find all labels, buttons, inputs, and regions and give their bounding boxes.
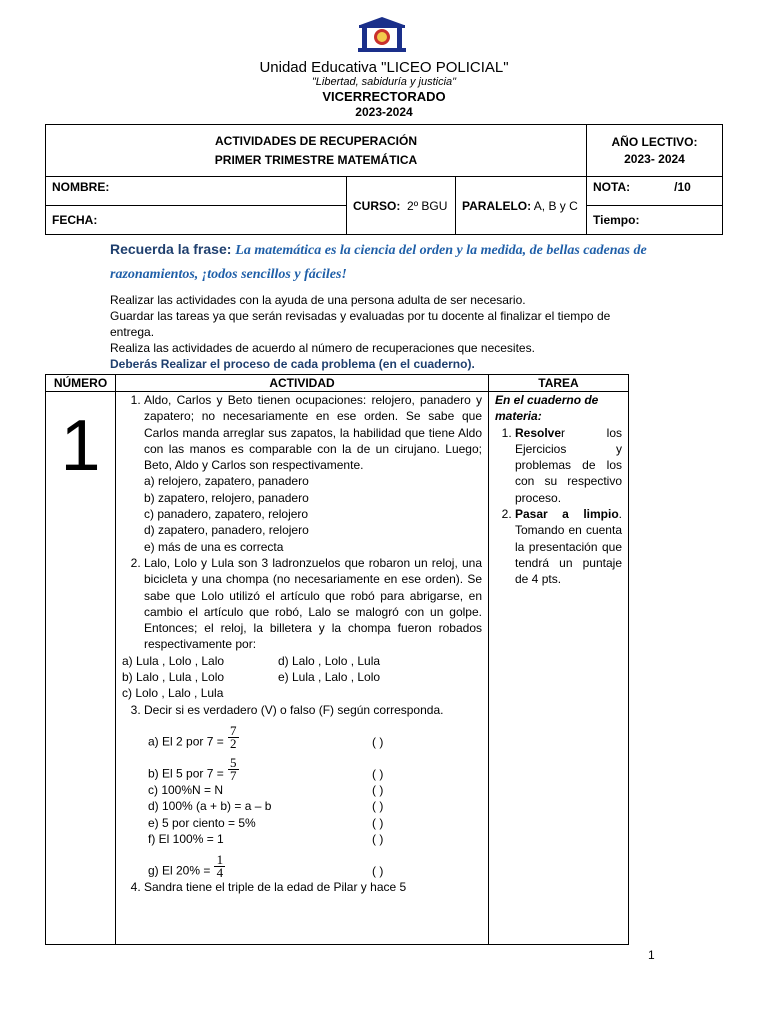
option: e) Lula , Lalo , Lolo xyxy=(278,670,381,685)
tarea-1-rest: r los Ejercicios y problemas de los con su respectivo proceso. xyxy=(515,425,622,505)
school-logo xyxy=(356,16,408,54)
tf-statement: a) El 2 por 7 = xyxy=(148,734,224,749)
tf-statement: f) El 100% = 1 xyxy=(148,831,224,846)
anio-label: AÑO LECTIVO: xyxy=(611,134,698,149)
nota-label: NOTA: xyxy=(593,180,631,194)
curso-label: CURSO: xyxy=(353,198,401,213)
header-actividad: ACTIVIDAD xyxy=(116,375,489,392)
tarea-heading: En el cuaderno de materia: xyxy=(495,393,599,424)
answer-blank[interactable]: ( ) xyxy=(372,766,384,781)
tarea-2-rest: . Tomando en cuenta la presentación que tendrá un puntaje de 4 pts. xyxy=(515,507,622,587)
question-1-options xyxy=(144,473,482,554)
fecha-label: FECHA: xyxy=(52,213,98,227)
question-2-text: Lalo, Lolo y Lula son 3 ladronzuelos que robaron un reloj, una bicicleta y una chompa (no necesariamente en ese orden). Se sabe que Lolo utilizó el artículo que robó para abrigarse, en cambio el artículo que robó, Lalo se malogró con un golpe. Entonces; el reloj, la billetera y la chompa fueron robados respectivamente por: xyxy=(144,555,482,652)
nota-field[interactable] xyxy=(587,177,723,206)
answer-blank[interactable]: ( ) xyxy=(372,799,384,814)
header-tarea: TAREA xyxy=(489,375,629,392)
page-number: 1 xyxy=(648,948,655,962)
paralelo-value: A, B y C xyxy=(533,198,578,213)
activity-cell xyxy=(116,392,489,945)
question-4 xyxy=(144,879,482,895)
option: a) Lula , Lolo , Lalo xyxy=(122,653,225,668)
tf-statement: b) El 5 por 7 = xyxy=(148,766,224,781)
tf-item-b xyxy=(148,750,482,782)
fraction-numerator: 5 xyxy=(229,754,237,770)
fraction-denominator: 7 xyxy=(229,767,237,783)
tf-item-c xyxy=(148,782,482,798)
fecha-field[interactable] xyxy=(46,206,347,235)
tf-item-g xyxy=(148,847,482,879)
title-line-2: PRIMER TRIMESTRE MATEMÁTICA xyxy=(214,152,418,167)
fraction-numerator: 1 xyxy=(216,852,224,868)
tf-item-a xyxy=(148,718,482,750)
option: b) Lalo , Lula , Lolo xyxy=(122,670,225,685)
question-list xyxy=(122,392,482,895)
fraction xyxy=(228,722,239,751)
tiempo-field[interactable] xyxy=(587,206,723,235)
tf-statement: e) 5 por ciento = 5% xyxy=(148,815,256,830)
option: b) zapatero, relojero, panadero xyxy=(144,490,309,505)
anio-value: 2023- 2024 xyxy=(624,151,685,166)
fraction xyxy=(228,754,239,783)
answer-blank[interactable]: ( ) xyxy=(372,831,384,846)
tarea-cell xyxy=(489,392,629,945)
tarea-item-2 xyxy=(515,506,622,587)
info-table xyxy=(45,124,723,235)
question-1-text: Aldo, Carlos y Beto tienen ocupaciones: relojero, panadero y zapatero; no necesariamente en ese orden. Se sabe que Carlos manda arreglar sus zapatos, la habilidad que tiene Aldo con las manos es comparable con la de un cirujano. Luego; Beto, Aldo y Carlos son respectivamente. xyxy=(144,393,482,473)
school-year: 2023-2024 xyxy=(355,105,413,119)
tf-statement: c) 100%N = N xyxy=(148,782,224,797)
answer-blank[interactable]: ( ) xyxy=(372,815,384,830)
option: d) Lalo , Lolo , Lula xyxy=(278,653,381,668)
option: d) zapatero, panadero, relojero xyxy=(144,523,309,538)
instructions xyxy=(110,292,650,372)
tf-item-f xyxy=(148,831,482,847)
tf-item-e xyxy=(148,815,482,831)
question-4-text: Sandra tiene el triple de la edad de Pilar y hace 5 xyxy=(144,880,407,895)
fraction-denominator: 4 xyxy=(216,865,224,881)
instruction-1: Realizar las actividades con la ayuda de una persona adulta de ser necesario. xyxy=(110,293,526,307)
department: VICERRECTORADO xyxy=(322,89,446,104)
nota-value: /10 xyxy=(674,180,691,194)
recuerda-label: Recuerda la frase: xyxy=(110,241,232,257)
tiempo-label: Tiempo: xyxy=(593,213,640,227)
fraction xyxy=(214,854,225,879)
question-3-text: Decir si es verdadero (V) o falso (F) según corresponda. xyxy=(144,702,444,717)
question-2-options xyxy=(122,653,482,702)
answer-blank[interactable]: ( ) xyxy=(372,782,384,797)
header-numero: NÚMERO xyxy=(46,375,116,392)
curso-cell xyxy=(347,177,456,235)
tf-statement: g) El 20% = xyxy=(148,863,211,878)
paralelo-cell xyxy=(456,177,587,235)
tarea-2-bold: Pasar a limpio xyxy=(515,507,619,522)
tarea-list xyxy=(495,425,622,588)
anio-lectivo-cell xyxy=(587,125,723,177)
frase-text: La matemática es la ciencia del orden y la medida, de bellas cadenas de razonamientos, ¡todos sencillos y fáciles! xyxy=(110,243,647,282)
tf-item-d xyxy=(148,798,482,814)
school-name: Unidad Educativa "LICEO POLICIAL" xyxy=(259,59,509,76)
option: a) relojero, zapatero, panadero xyxy=(144,474,309,489)
instruction-2: Guardar las tareas ya que serán revisadas y evaluadas por tu docente al finalizar el tiempo de entrega. xyxy=(110,309,611,339)
option: c) panadero, zapatero, relojero xyxy=(144,507,309,522)
fraction-denominator: 2 xyxy=(229,735,237,751)
tarea-item-1 xyxy=(515,425,622,506)
option: c) Lolo , Lalo , Lula xyxy=(122,686,224,701)
instruction-3: Realiza las actividades de acuerdo al número de recuperaciones que necesites. xyxy=(110,341,535,355)
activities-table xyxy=(45,374,629,945)
paralelo-label: PARALELO: xyxy=(462,198,532,213)
instruction-4: Deberás Realizar el proceso de cada problema (en el cuaderno). xyxy=(110,357,475,371)
question-3 xyxy=(144,702,482,879)
activity-number: 1 xyxy=(46,392,116,945)
answer-blank[interactable]: ( ) xyxy=(372,863,384,878)
question-2 xyxy=(122,555,482,702)
tarea-1-bold: Resolve xyxy=(515,425,562,440)
recuerda-frase xyxy=(110,238,660,286)
nombre-label: NOMBRE: xyxy=(52,180,110,194)
fraction-numerator: 7 xyxy=(229,722,237,738)
true-false-list xyxy=(144,718,482,879)
nombre-field[interactable] xyxy=(46,177,347,206)
question-1 xyxy=(144,392,482,555)
tf-statement: d) 100% (a + b) = a – b xyxy=(148,799,272,814)
title-cell xyxy=(46,125,587,177)
option: e) más de una es correcta xyxy=(144,539,284,554)
title-line-1: ACTIVIDADES DE RECUPERACIÓN xyxy=(214,133,418,148)
school-motto: "Libertad, sabiduría y justicia" xyxy=(311,76,457,88)
curso-value: 2º BGU xyxy=(407,198,448,213)
answer-blank[interactable]: ( ) xyxy=(372,734,384,749)
